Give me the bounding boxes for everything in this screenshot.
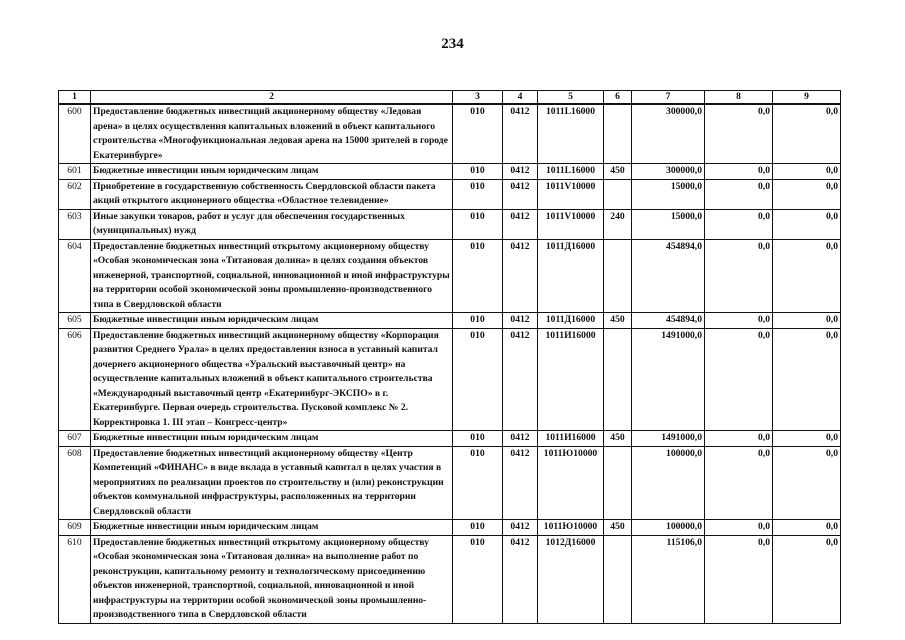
row-amount-3-cell: 0,0	[773, 179, 841, 209]
row-number-cell: 605	[59, 313, 91, 329]
row-target-code-cell: 1011Д16000	[538, 239, 604, 313]
header-col-2: 2	[91, 91, 453, 105]
table-row	[59, 328, 841, 431]
header-col-5: 5	[538, 91, 604, 105]
row-expense-type-cell	[604, 535, 632, 623]
row-expense-type-cell	[604, 446, 632, 520]
row-name-cell: Предоставление бюджетных инвестиций акционерному обществу «Ледовая арена» в целях осуществления капитальных вложений в объект капитального строительства «Многофункциональная ледовая арена на 15000 зрителей в городе Екатеринбурге»	[91, 104, 453, 164]
row-amount-2-cell: 0,0	[705, 239, 773, 313]
row-expense-type-cell	[604, 239, 632, 313]
row-admin-code-cell: 010	[453, 239, 503, 313]
row-number-cell: 603	[59, 209, 91, 239]
row-amount-1-cell: 454894,0	[632, 239, 705, 313]
table-row	[59, 520, 841, 536]
table-row	[59, 104, 841, 164]
page-number: 234	[441, 36, 464, 52]
row-expense-type-cell: 450	[604, 313, 632, 329]
table-row	[59, 431, 841, 447]
header-col-3: 3	[453, 91, 503, 105]
row-target-code-cell: 1011V10000	[538, 209, 604, 239]
row-expense-type-cell: 450	[604, 431, 632, 447]
row-target-code-cell: 1011L16000	[538, 164, 604, 180]
row-section-code-cell: 0412	[503, 431, 538, 447]
row-target-code-cell: 1012Д16000	[538, 535, 604, 623]
row-target-code-cell: 1011Д16000	[538, 313, 604, 329]
row-name-cell: Предоставление бюджетных инвестиций акционерному обществу «Центр Компетенций «ФИНАНС» в виде вклада в уставный капитал в целях участия в мероприятиях по реализации проектов по строительству и (или) реконструкции объектов коммунальной инфраструктуры, расположенных на территории Свердловской области	[91, 446, 453, 520]
row-name-cell: Предоставление бюджетных инвестиций открытому акционерному обществу «Особая экономическая зона «Титановая долина» в целях создания объектов инженерной, транспортной, социальной, инновационной и иной инфраструктуры на территории особой экономической зоны промышленно-производственного типа в Свердловской области	[91, 239, 453, 313]
header-col-7: 7	[632, 91, 705, 105]
row-name-cell: Бюджетные инвестиции иным юридическим лицам	[91, 520, 453, 536]
budget-table	[58, 90, 841, 624]
row-section-code-cell: 0412	[503, 179, 538, 209]
row-admin-code-cell: 010	[453, 209, 503, 239]
row-amount-2-cell: 0,0	[705, 313, 773, 329]
row-amount-1-cell: 100000,0	[632, 446, 705, 520]
row-target-code-cell: 1011Ю10000	[538, 520, 604, 536]
row-section-code-cell: 0412	[503, 104, 538, 164]
row-amount-2-cell: 0,0	[705, 431, 773, 447]
table-row	[59, 535, 841, 623]
header-col-1: 1	[59, 91, 91, 105]
table-row	[59, 313, 841, 329]
row-amount-1-cell: 1491000,0	[632, 328, 705, 431]
row-expense-type-cell	[604, 328, 632, 431]
row-name-cell: Предоставление бюджетных инвестиций открытому акционерному обществу «Особая экономическая зона «Титановая долина» на выполнение работ по реконструкции, капитальному ремонту и технологическому присоединению объектов инженерной, транспортной, социальной, инновационной и иной инфраструктуры на территории особой экономической зоны промышленно-производственного типа в Свердловской области	[91, 535, 453, 623]
row-admin-code-cell: 010	[453, 104, 503, 164]
row-name-cell: Бюджетные инвестиции иным юридическим лицам	[91, 313, 453, 329]
row-name-cell: Приобретение в государственную собственность Свердловской области пакета акций открытого акционерного общества «Областное телевидение»	[91, 179, 453, 209]
header-row	[59, 91, 841, 105]
row-number-cell: 602	[59, 179, 91, 209]
row-admin-code-cell: 010	[453, 313, 503, 329]
table-row	[59, 239, 841, 313]
row-amount-2-cell: 0,0	[705, 535, 773, 623]
row-amount-3-cell: 0,0	[773, 446, 841, 520]
row-admin-code-cell: 010	[453, 431, 503, 447]
row-name-cell: Иные закупки товаров, работ и услуг для обеспечения государственных (муниципальных) нужд	[91, 209, 453, 239]
row-amount-1-cell: 15000,0	[632, 179, 705, 209]
row-number-cell: 604	[59, 239, 91, 313]
row-amount-3-cell: 0,0	[773, 328, 841, 431]
row-amount-2-cell: 0,0	[705, 179, 773, 209]
header-col-8: 8	[705, 91, 773, 105]
row-expense-type-cell	[604, 104, 632, 164]
table-row	[59, 164, 841, 180]
row-expense-type-cell: 450	[604, 520, 632, 536]
row-section-code-cell: 0412	[503, 446, 538, 520]
row-amount-3-cell: 0,0	[773, 239, 841, 313]
row-number-cell: 608	[59, 446, 91, 520]
row-expense-type-cell: 240	[604, 209, 632, 239]
row-amount-2-cell: 0,0	[705, 104, 773, 164]
row-target-code-cell: 1011И16000	[538, 328, 604, 431]
row-admin-code-cell: 010	[453, 520, 503, 536]
row-section-code-cell: 0412	[503, 520, 538, 536]
row-amount-1-cell: 1491000,0	[632, 431, 705, 447]
row-section-code-cell: 0412	[503, 209, 538, 239]
row-amount-2-cell: 0,0	[705, 520, 773, 536]
table-row	[59, 179, 841, 209]
row-amount-3-cell: 0,0	[773, 535, 841, 623]
row-admin-code-cell: 010	[453, 328, 503, 431]
table-row	[59, 209, 841, 239]
row-number-cell: 606	[59, 328, 91, 431]
row-section-code-cell: 0412	[503, 328, 538, 431]
row-number-cell: 607	[59, 431, 91, 447]
row-amount-2-cell: 0,0	[705, 209, 773, 239]
row-number-cell: 600	[59, 104, 91, 164]
row-amount-1-cell: 454894,0	[632, 313, 705, 329]
row-number-cell: 609	[59, 520, 91, 536]
header-col-9: 9	[773, 91, 841, 105]
row-amount-1-cell: 115106,0	[632, 535, 705, 623]
row-name-cell: Бюджетные инвестиции иным юридическим лицам	[91, 164, 453, 180]
row-admin-code-cell: 010	[453, 179, 503, 209]
row-amount-2-cell: 0,0	[705, 164, 773, 180]
row-amount-3-cell: 0,0	[773, 104, 841, 164]
row-amount-1-cell: 100000,0	[632, 520, 705, 536]
row-amount-3-cell: 0,0	[773, 164, 841, 180]
row-admin-code-cell: 010	[453, 164, 503, 180]
row-amount-1-cell: 300000,0	[632, 164, 705, 180]
row-name-cell: Бюджетные инвестиции иным юридическим лицам	[91, 431, 453, 447]
row-amount-3-cell: 0,0	[773, 431, 841, 447]
row-target-code-cell: 1011V10000	[538, 179, 604, 209]
header-col-4: 4	[503, 91, 538, 105]
table-row	[59, 446, 841, 520]
row-number-cell: 610	[59, 535, 91, 623]
row-name-cell: Предоставление бюджетных инвестиций акционерному обществу «Корпорация развития Среднего Урала» в целях предоставления взноса в уставный капитал дочернего акционерного общества «Уральский выставочный центр» на осуществление капитальных вложений в объект капитального строительства «Международный выставочный центр «Екатеринбург-ЭКСПО» в г. Екатеринбурге. Первая очередь строительства. Пусковой комплекс № 2. Корректировка 1. III этап – Конгресс-центр»	[91, 328, 453, 431]
row-amount-1-cell: 300000,0	[632, 104, 705, 164]
row-amount-3-cell: 0,0	[773, 209, 841, 239]
header-col-6: 6	[604, 91, 632, 105]
row-target-code-cell: 1011И16000	[538, 431, 604, 447]
row-admin-code-cell: 010	[453, 446, 503, 520]
row-section-code-cell: 0412	[503, 535, 538, 623]
row-expense-type-cell: 450	[604, 164, 632, 180]
row-amount-2-cell: 0,0	[705, 446, 773, 520]
row-amount-2-cell: 0,0	[705, 328, 773, 431]
row-amount-3-cell: 0,0	[773, 313, 841, 329]
row-amount-1-cell: 15000,0	[632, 209, 705, 239]
row-section-code-cell: 0412	[503, 164, 538, 180]
row-admin-code-cell: 010	[453, 535, 503, 623]
row-amount-3-cell: 0,0	[773, 520, 841, 536]
row-section-code-cell: 0412	[503, 239, 538, 313]
row-target-code-cell: 1011L16000	[538, 104, 604, 164]
row-expense-type-cell	[604, 179, 632, 209]
row-number-cell: 601	[59, 164, 91, 180]
row-target-code-cell: 1011Ю10000	[538, 446, 604, 520]
row-section-code-cell: 0412	[503, 313, 538, 329]
